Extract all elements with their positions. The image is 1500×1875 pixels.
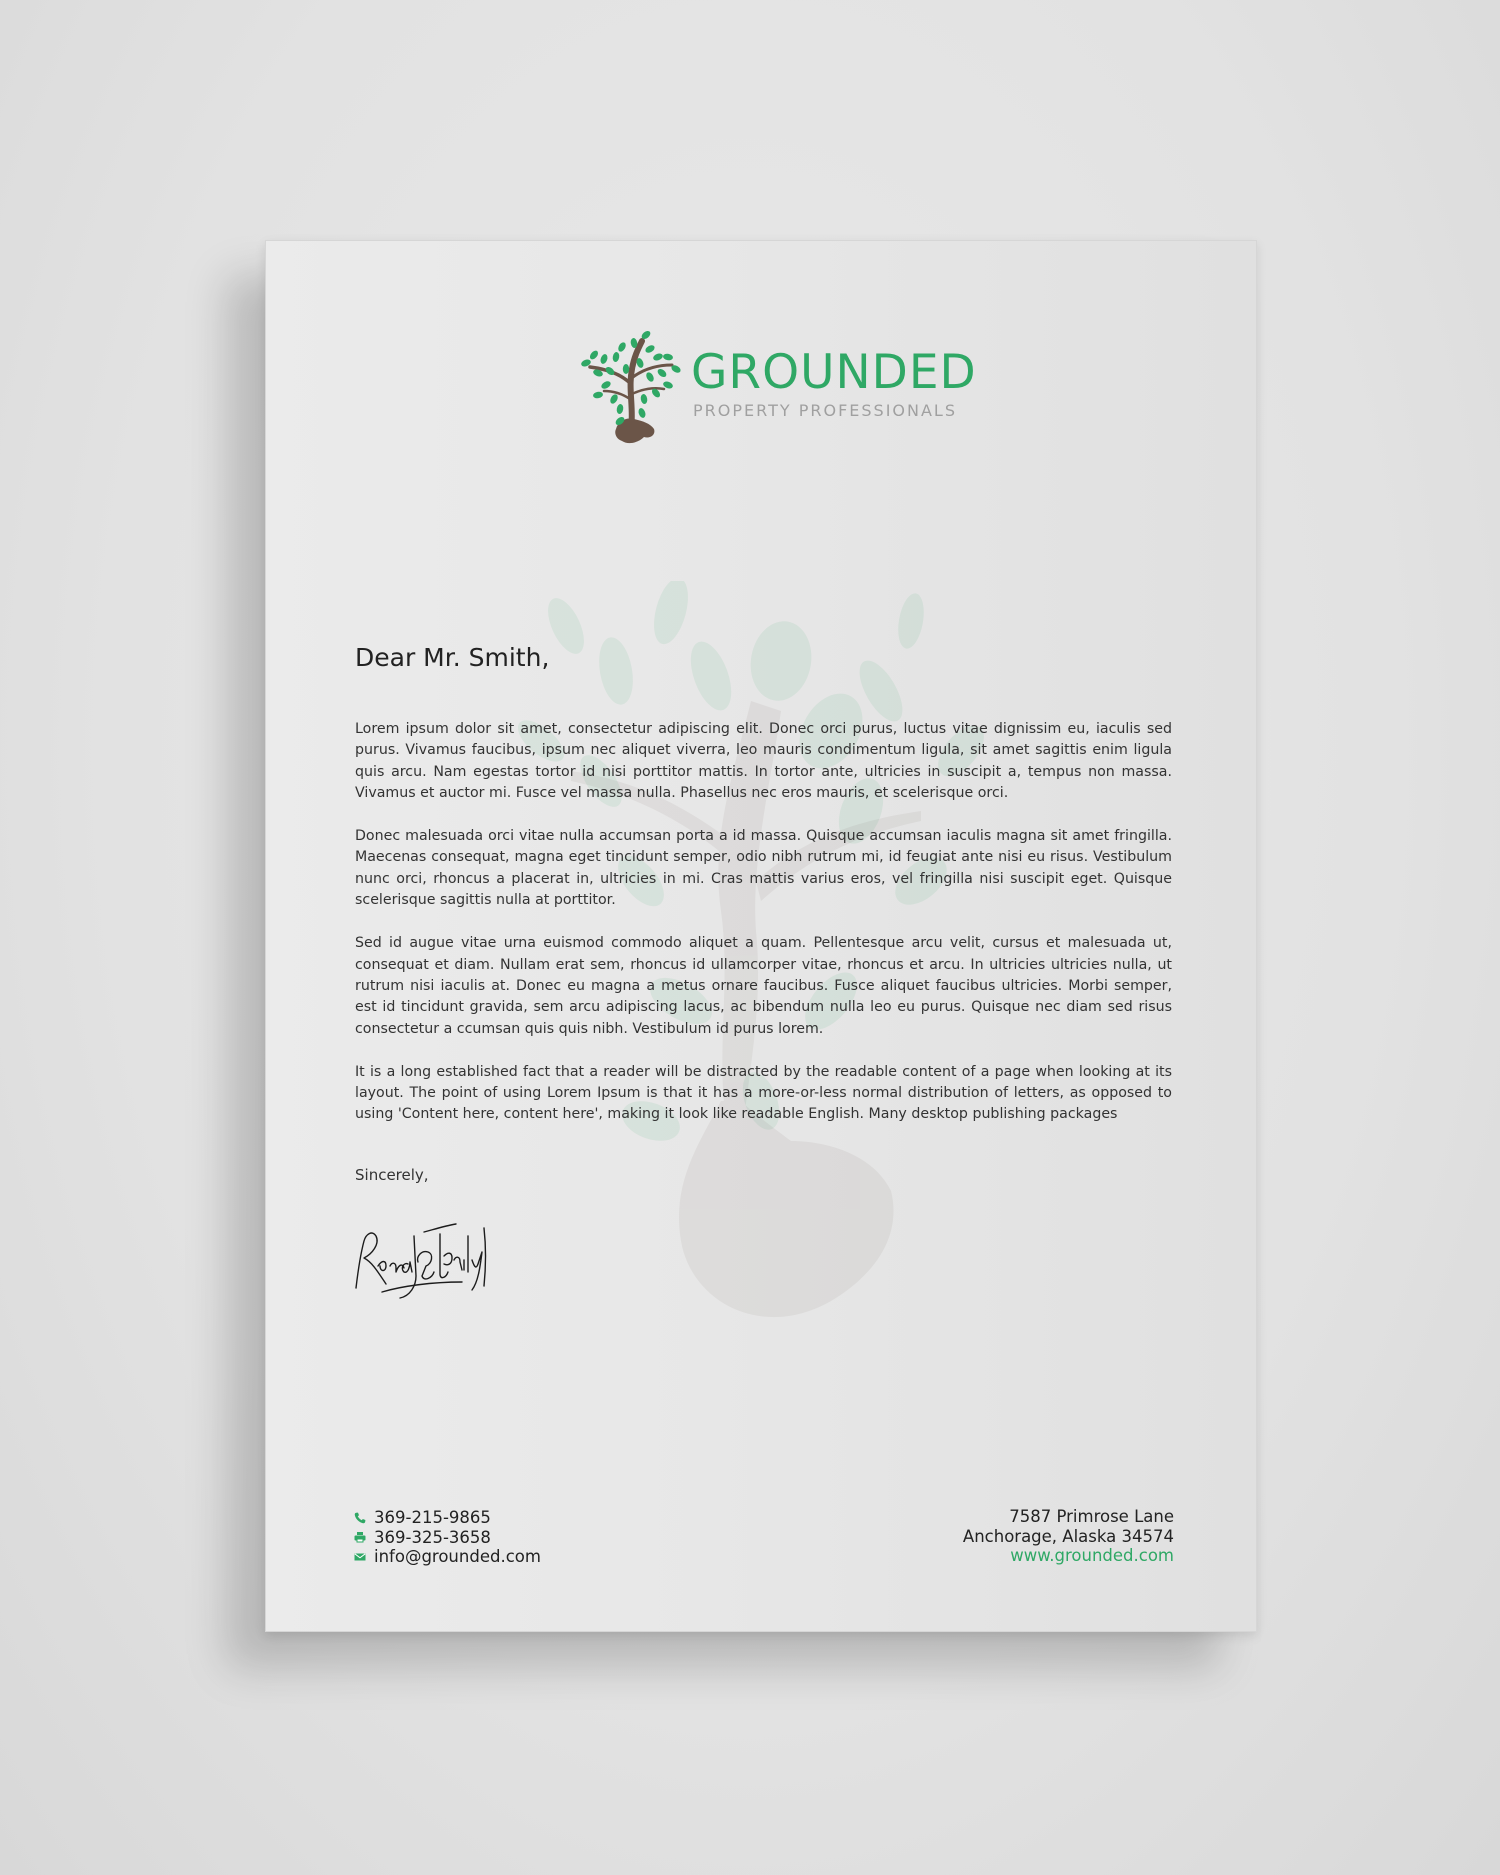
paragraph: Lorem ipsum dolor sit amet, consectetur adipiscing elit. Donec orci purus, luctus vitae dignissim eu, iaculis sed purus. Vivamus faucibus, ipsum nec aliquet viverra, leo mauris condimentum ligula, sit amet sagittis enim ligula quis arcu. Nam egestas tortor id nisi porttitor mattis. In tortor ante, ultricies in suscipit a, tempus non massa. Vivamus et auctor mi. Fusce vel massa nulla. Phasellus nec eros mauris, et scelerisque orci. bbox=[355, 721, 1172, 801]
contact-fax-row[interactable] bbox=[354, 1528, 674, 1548]
brand-tagline: PROPERTY PROFESSIONALS bbox=[693, 401, 957, 420]
closing: Sincerely, bbox=[355, 1166, 429, 1184]
contact-phone-row[interactable] bbox=[354, 1508, 674, 1528]
salutation: Dear Mr. Smith, bbox=[355, 643, 550, 672]
email-address: info@grounded.com bbox=[374, 1547, 541, 1567]
paragraph: It is a long established fact that a reader will be distracted by the readable content of a page when looking at its layout. The point of using Lorem Ipsum is that it has a more-or-less normal distribution of letters, as opposed to using 'Content here, content here', making it look like readable English. Many desktop publishing packages bbox=[355, 1063, 1172, 1123]
company-logo bbox=[576, 329, 976, 459]
contact-list bbox=[354, 1508, 674, 1567]
contact-email-row[interactable] bbox=[354, 1547, 674, 1567]
website-link[interactable]: www.grounded.com bbox=[1010, 1546, 1174, 1565]
phone-icon bbox=[354, 1512, 366, 1524]
letter-body bbox=[355, 719, 1172, 1148]
brand-name: GROUNDED bbox=[691, 345, 977, 400]
letterhead-page bbox=[265, 240, 1257, 1632]
email-icon bbox=[354, 1551, 366, 1563]
address-block bbox=[963, 1507, 1174, 1566]
fax-icon bbox=[354, 1531, 366, 1543]
paragraph: Donec malesuada orci vitae nulla accumsan porta a id massa. Quisque accumsan iaculis magna sit amet fringilla. Maecenas consequat, magna eget tincidunt semper, odio nibh rutrum mi, id feugiat ante nisi eu risus. Vestibulum nunc orci, rhoncus a placerat in, ultricies in mi. Cras mattis varius eros, vel fringilla nisi suscipit eget. Quisque scelerisque sagittis nulla at porttitor. bbox=[355, 828, 1172, 909]
tree-logo-icon bbox=[576, 329, 686, 449]
paragraph: Sed id augue vitae urna euismod commodo aliquet a quam. Pellentesque arcu velit, cursus et malesuada ut, consequat et diam. Nullam erat sem, rhoncus id ullamcorper vitae, rhoncus et arcu. In ultricies ultricies nulla, ut rutrum nisi iaculis at. Donec eu magna a metus ornare faucibus. Fusce aliquet faucibus ultricies. Morbi semper, est id tincidunt gravida, sem arcu adipiscing lacus, ac bibendum nulla leo eu purus. Quisque nec diam sed risus consectetur a ccumsan quis quis nibh. Vestibulum id purus lorem. bbox=[355, 935, 1172, 1037]
phone-number: 369-215-9865 bbox=[374, 1508, 491, 1528]
fax-number: 369-325-3658 bbox=[374, 1527, 491, 1547]
address-line-1: 7587 Primrose Lane bbox=[1009, 1507, 1174, 1526]
signature-image bbox=[352, 1216, 492, 1301]
address-line-2: Anchorage, Alaska 34574 bbox=[962, 1526, 1174, 1546]
